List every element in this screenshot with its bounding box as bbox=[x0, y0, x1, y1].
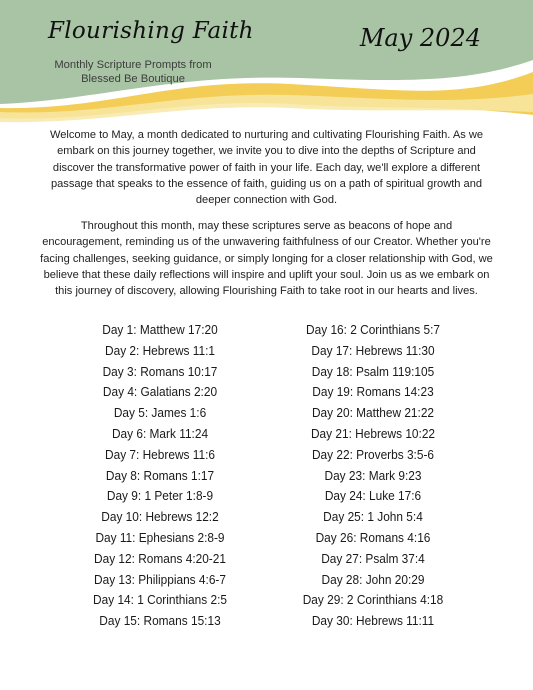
day-entry: Day 1: Matthew 17:20 bbox=[102, 322, 218, 337]
day-entry: Day 11: Ephesians 2:8-9 bbox=[95, 529, 225, 545]
day-entry: Day 12: Romans 4:20-21 bbox=[94, 550, 226, 566]
day-entry: Day 4: Galatians 2:20 bbox=[102, 384, 218, 400]
day-entry: Day 29: 2 Corinthians 4:18 bbox=[302, 592, 444, 608]
day-entry: Day 18: Psalm 119:105 bbox=[311, 363, 435, 379]
day-entry: Day 13: Philippians 4:6-7 bbox=[94, 571, 226, 587]
day-entry: Day 21: Hebrews 10:22 bbox=[310, 425, 436, 441]
day-entry: Day 28: John 20:29 bbox=[321, 571, 425, 587]
day-entry: Day 14: 1 Corinthians 2:5 bbox=[93, 592, 227, 608]
day-entry: Day 2: Hebrews 11:1 bbox=[105, 342, 215, 358]
day-entry: Day 22: Proverbs 3:5-6 bbox=[311, 446, 435, 462]
brand-subtitle: Monthly Scripture Prompts from Blessed Be Boutique bbox=[54, 59, 212, 85]
day-entry: Day 23: Mark 9:23 bbox=[324, 467, 422, 483]
day-entry: Day 7: Hebrews 11:6 bbox=[105, 446, 215, 462]
day-entry: Day 16: 2 Corinthians 5:7 bbox=[306, 322, 440, 337]
day-entry: Day 25: 1 John 5:4 bbox=[323, 509, 423, 525]
day-entry: Day 8: Romans 1:17 bbox=[105, 467, 215, 483]
day-entry: Day 9: 1 Peter 1:8-9 bbox=[106, 488, 214, 504]
schedule-column-right bbox=[253, 320, 493, 632]
day-entry: Day 10: Hebrews 12:2 bbox=[101, 509, 219, 525]
schedule-column-left bbox=[40, 320, 280, 632]
day-entry: Day 3: Romans 10:17 bbox=[102, 363, 218, 379]
brand-title: Flourishing Faith bbox=[48, 18, 254, 44]
day-entry: Day 15: Romans 15:13 bbox=[99, 613, 221, 629]
day-entry: Day 26: Romans 4:16 bbox=[315, 529, 431, 545]
day-entry: Day 19: Romans 14:23 bbox=[312, 384, 434, 400]
day-entry: Day 30: Hebrews 11:11 bbox=[311, 613, 435, 629]
day-entry: Day 6: Mark 11:24 bbox=[111, 425, 209, 441]
intro-paragraph-1: Welcome to May, a month dedicated to nurturing and cultivating Flourishing Faith. As we embark on this journey together, we invite you to dive into the depths of Scripture and discover the transformative power of faith in your life. Each day, we'll explore a different passage that speaks to the essence of faith, guiding us on a path of spiritual growth and deeper connection with God. bbox=[49, 129, 484, 207]
day-entry: Day 27: Psalm 37:4 bbox=[321, 550, 425, 566]
month-title: May 2024 bbox=[359, 24, 481, 52]
day-entry: Day 20: Matthew 21:22 bbox=[311, 405, 435, 421]
day-entry: Day 17: Hebrews 11:30 bbox=[311, 342, 435, 358]
day-entry: Day 5: James 1:6 bbox=[113, 405, 207, 421]
day-entry: Day 24: Luke 17:6 bbox=[324, 488, 422, 504]
intro-paragraph-2: Throughout this month, may these scriptures serve as beacons of hope and encouragement, reminding us of the unwavering faithfulness of our Creator. Whether you're facing challenges, seeking guidance, or simply longing for a closer relationship with God, we believe that these daily reflections will inspire and uplift your soul. Join us as we embark on this journey of discovery, allowing Flourishing Faith to take root in our hearts and lives. bbox=[40, 220, 493, 298]
